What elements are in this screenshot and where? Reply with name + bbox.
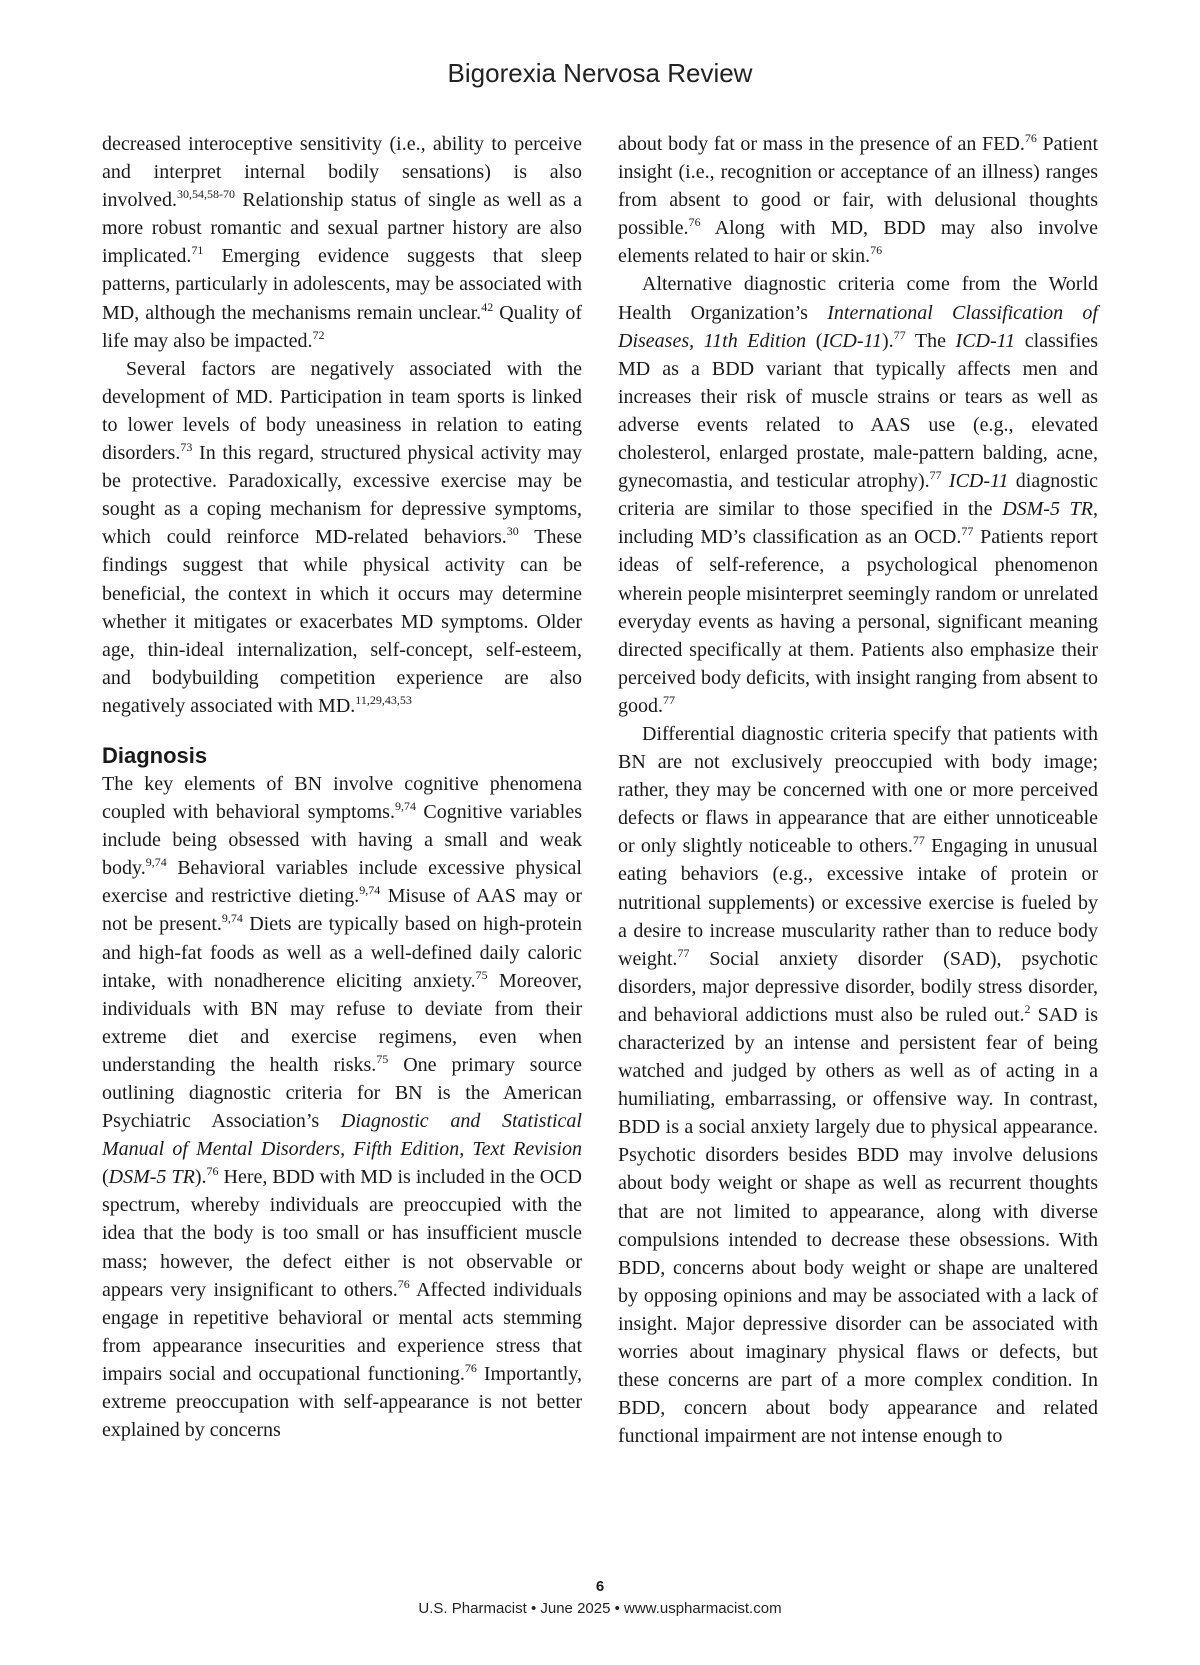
citation-superscript: 77 [961,524,974,539]
citation-superscript: 9,74 [359,883,381,898]
text-run: Misuse of AAS may or not be present. [102,885,582,936]
citation-superscript: 77 [912,833,925,848]
citation-superscript: 75 [376,1051,389,1066]
text-run: SAD is characterized by an intense and persistent fear of being watched and judged by others as well as of acting in a humiliating, embarrassing, or offensive way. In contrast, BDD is a social anxiety largely due to physical appearance. Psychotic disorders besides BDD may involve delusions about body weight or shape as well as recurrent thoughts that are not limited to appearance, along with diverse compulsions intended to decrease these obsessions. With BDD, concerns about body weight or shape are unaltered by opposing opinions and may be associated with a lack of insight. Major depressive disorder can be associated with worries about imaginary physical flaws or defects, but these concerns are part of a more complex condition. In BDD, concern about body appearance and related functional impairment are not intense enough to [618,1003,1098,1448]
right-column [618,130,1098,1450]
text-run: Here, BDD with MD is included in the OCD spectrum, whereby individuals are preoccupied with the idea that the body is too small or has insufficient muscle mass; however, the defect either is not observable or appears very insignificant to others. [102,1166,583,1301]
citation-superscript: 76 [464,1360,477,1375]
italic-title: DSM-5 TR [108,1166,195,1189]
text-run: Patients report ideas of self-reference, a psychological phenomenon wherein people misinterpret seemingly random or unrelated everyday events as having a personal, significant meaning directed specifically at them. Patients also emphasize their perceived body deficits, with insight ranging from absent to good. [618,526,1098,717]
body-paragraph [102,770,582,1444]
text-run: Diets are typically based on high-protein and high-fat foods as well as a well-defined daily caloric intake, with nonadherence eliciting anxiety. [102,913,583,992]
italic-title: ICD-11 [822,329,883,352]
citation-superscript: 76 [206,1164,219,1179]
text-run: These findings suggest that while physical activity can be beneficial, the context in which it occurs may determine whether it mitigates or exacerbates MD symptoms. Older age, thin-ideal internalization, self-concept, self-esteem, and bodybuilding competition experience are also negatively associated with MD. [102,526,582,717]
citation-superscript: 76 [688,215,701,230]
body-paragraph [618,270,1098,720]
italic-title: Diagnostic and Statistical Manual of Mental Disorders, Fifth Edition, Text Revision [102,1110,582,1161]
text-run: Behavioral variables include excessive physical exercise and restrictive dieting. [102,857,582,908]
body-paragraph [618,130,1098,270]
text-run: Importantly, extreme preoccupation with self-appearance is not better explained by concerns [102,1362,583,1442]
text-run: Social anxiety disorder (SAD), psychotic disorders, major depressive disorder, bodily stress disorder, and behavioral addictions must also be ruled out. [618,947,1098,1026]
citation-superscript: 30 [506,524,519,539]
page-number: 6 [595,1578,605,1595]
text-run: classifies MD as a BDD variant that typically affects men and increases their risk of muscle strains or tears as well as adverse events related to AAS use (e.g., elevated cholesterol, enlarged prostate, male-pattern balding, acne, gynecomastia, and testicular atrophy). [618,329,1099,493]
italic-title: DSM-5 TR [1002,498,1093,521]
text-run: ( [806,329,823,352]
citation-superscript: 30,54,58-70 [177,187,235,202]
citation-superscript: 72 [312,327,325,342]
text-run: In this regard, structured physical activity may be protective. Paradoxically, excessive exercise may be sought as a coping mechanism for depressive symptoms, which could reinforce MD-related behaviors. [102,442,582,549]
citation-superscript: 77 [663,692,675,707]
citation-superscript: 73 [180,440,193,455]
text-run: Moreover, individuals with BN may refuse to deviate from their extreme diet and exercise regimens, even when understanding the health risks. [102,969,583,1076]
text-run: Relationship status of single as well as a more robust romantic and sexual partner history are also implicated. [102,189,582,268]
body-paragraph [102,355,582,720]
text-run: , including MD’s classification as an OCD. [618,498,1098,549]
text-run: about body fat or mass in the presence of an FED. [618,133,1025,155]
text-run: Cognitive variables include being obsessed with having a small and weak body. [102,801,582,880]
text-run: Engaging in unusual eating behaviors (e.g., excessive intake of protein or nutritional supplements) or excessive exercise is fueled by a desire to increase muscularity rather than to reduce body weight. [618,835,1098,970]
text-run: Several factors are negatively associated with the development of MD. Participation in team sports is linked to lower levels of body uneasiness in relation to eating disorders. [102,357,582,465]
citation-superscript: 11,29,43,53 [355,692,412,707]
section-heading: Diagnosis [102,742,208,768]
citation-superscript: 9,74 [221,911,243,926]
citation-superscript: 77 [677,945,690,960]
footer-publication-line: U.S. Pharmacist • June 2025 • www.uspharmacist.com [418,1600,782,1617]
text-run: Affected individuals engage in repetitive behavioral or mental acts stemming from appearance insecurities and experience stress that impairs social and occupational functioning. [102,1278,583,1385]
italic-title: International Classification of Diseases, 11th Edition [618,301,1098,352]
citation-superscript: 42 [481,299,494,314]
body-paragraph [618,720,1098,1450]
text-run: The key elements of BN involve cognitive phenomena coupled with behavioral symptoms. [102,772,582,824]
text-run: diagnostic criteria are similar to those specified in the [618,470,1098,521]
citation-superscript: 76 [1024,131,1037,145]
text-run: ). [194,1166,207,1189]
body-paragraph [102,130,582,355]
text-run: Differential diagnostic criteria specify that patients with BN are not exclusively preoccupied with body image; rather, they may be concerned with one or more perceived defects or flaws in appearance that are either unnoticeable or only slightly noticeable to others. [618,722,1098,858]
italic-title: ICD-11 [955,329,1016,352]
text-run: Emerging evidence suggests that sleep patterns, particularly in adolescents, may be associated with MD, although the mechanisms remain unclear. [102,245,582,324]
text-run: Quality of life may also be impacted. [102,301,582,352]
citation-superscript: 75 [475,967,488,982]
text-run: One primary source outlining diagnostic criteria for BN is the American Psychiatric Association’s [102,1053,582,1133]
text-run: ( [102,1166,109,1189]
citation-superscript: 77 [929,468,942,483]
text-run [942,470,949,492]
citation-superscript: 76 [870,243,883,258]
citation-superscript: 76 [397,1276,410,1291]
running-header: Bigorexia Nervosa Review [447,58,753,88]
citation-superscript: 77 [893,327,906,342]
citation-superscript: 9,74 [394,799,416,814]
text-run: decreased interoceptive sensitivity (i.e., ability to perceive and interpret internal bodily sensations) is also involved. [102,133,582,212]
citation-superscript: 2 [1024,1001,1031,1016]
citation-superscript: 9,74 [145,855,167,870]
text-run: Along with MD, BDD may also involve elements related to hair or skin. [618,217,1098,268]
citation-superscript: 71 [191,243,204,258]
left-column [102,130,582,1444]
text-run: The [905,329,956,352]
text-run: Patient insight (i.e., recognition or acceptance of an illness) ranges from absent to good or fair, with delusional thoughts possible. [618,133,1099,240]
text-run: ). [882,329,894,352]
italic-title: ICD-11 [948,470,1009,493]
text-run: Alternative diagnostic criteria come from the World Health Organization’s [618,273,1098,324]
